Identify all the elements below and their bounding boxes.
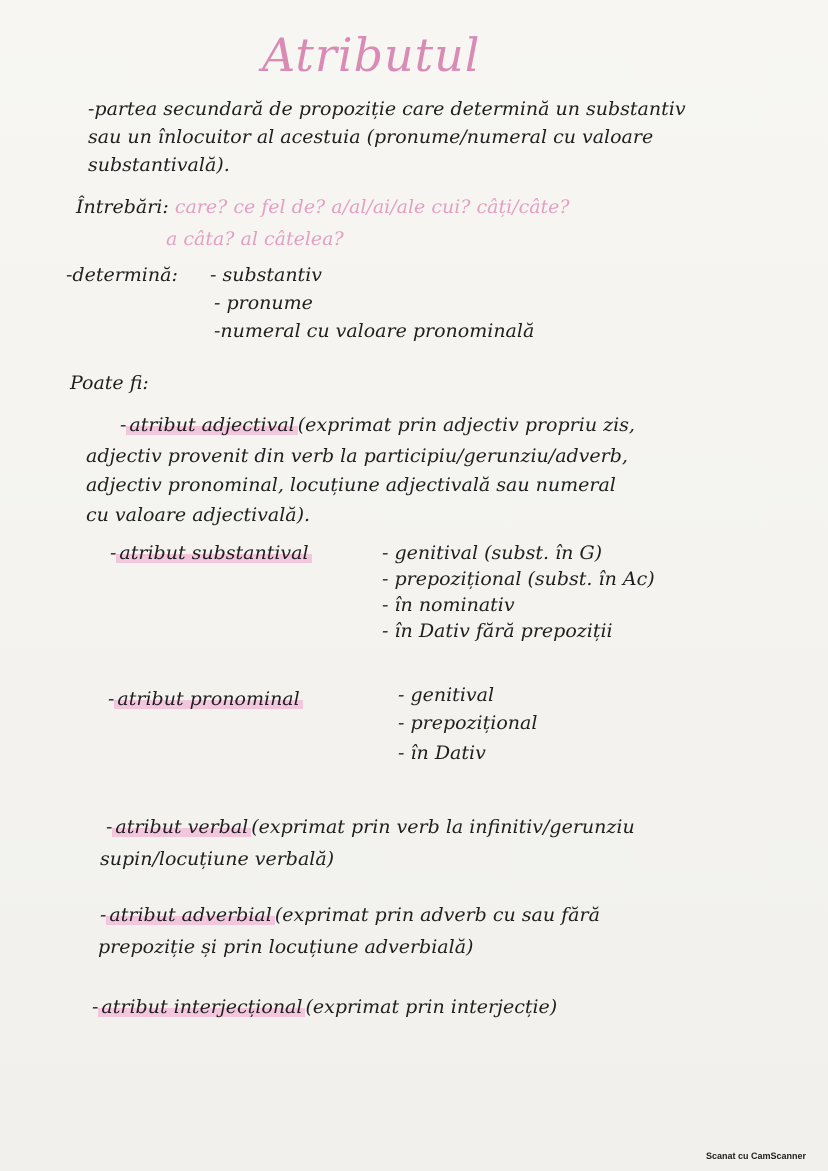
adjectival-line-3: adjectiv pronominal, locuțiune adjectivală sau numeral bbox=[86, 474, 616, 496]
pronominal-sub-1: - genitival bbox=[398, 684, 495, 706]
determines-label: -determină: bbox=[66, 264, 178, 286]
substantival-line: - atribut substantival bbox=[110, 540, 312, 566]
interjectional-rest: (exprimat prin interjecție) bbox=[305, 996, 558, 1018]
adjectival-line-4: cu valoare adjectivală). bbox=[86, 504, 311, 526]
verbal-name: atribut verbal bbox=[112, 816, 251, 838]
adjectival-name: atribut adjectival bbox=[126, 414, 297, 436]
substantival-name: atribut substantival bbox=[116, 542, 311, 564]
substantival-sub-3: - în nominativ bbox=[382, 594, 515, 616]
intro-line-2: sau un înlocuitor al acestuia (pronume/numeral cu valoare bbox=[88, 126, 654, 148]
pronominal-name: atribut pronominal bbox=[114, 688, 302, 710]
verbal-line-2: supin/locuțiune verbală) bbox=[100, 848, 335, 870]
questions-text-2: a câta? al câtelea? bbox=[166, 228, 344, 250]
adjectival-line-2: adjectiv provenit din verb la participiu/gerunziu/adverb, bbox=[86, 445, 628, 467]
substantival-sub-4: - în Dativ fără prepoziții bbox=[382, 620, 613, 642]
adverbial-name: atribut adverbial bbox=[106, 904, 274, 926]
pronominal-line: - atribut pronominal bbox=[108, 686, 303, 712]
interjectional-line: - atribut interjecțional (exprimat prin interjecție) bbox=[92, 996, 558, 1018]
adverbial-rest: (exprimat prin adverb cu sau fără bbox=[274, 904, 600, 926]
scanner-watermark: Scanat cu CamScanner bbox=[705, 1151, 806, 1161]
adverbial-line-2: prepoziție și prin locuțiune adverbială) bbox=[98, 936, 474, 958]
questions-row-1 bbox=[76, 194, 570, 220]
adverbial-line-1: - atribut adverbial (exprimat prin adverb cu sau fără bbox=[100, 904, 600, 926]
substantival-sub-1: - genitival (subst. în G) bbox=[382, 542, 603, 564]
verbal-rest: (exprimat prin verb la infinitiv/gerunziu bbox=[251, 816, 635, 838]
intro-line-1: -partea secundară de propoziție care determină un substantiv bbox=[88, 98, 686, 120]
substantival-sub-2: - prepozițional (subst. în Ac) bbox=[382, 568, 655, 590]
pronominal-sub-3: - în Dativ bbox=[398, 742, 486, 764]
can-be-heading: Poate fi: bbox=[70, 372, 149, 394]
determines-item-3: -numeral cu valoare pronominală bbox=[214, 320, 535, 342]
interjectional-name: atribut interjecțional bbox=[98, 996, 305, 1018]
intro-line-3: substantivală). bbox=[88, 154, 230, 176]
verbal-line-1: - atribut verbal (exprimat prin verb la infinitiv/gerunziu bbox=[106, 816, 635, 838]
determines-item-2: - pronume bbox=[214, 292, 313, 314]
determines-item-1: - substantiv bbox=[210, 264, 323, 286]
questions-label: Întrebări: bbox=[76, 196, 169, 218]
page-title: Atributul bbox=[262, 28, 481, 82]
pronominal-sub-2: - prepozițional bbox=[398, 712, 538, 734]
adjectival-line-1: - atribut adjectival (exprimat prin adjectiv propriu zis, bbox=[120, 414, 635, 436]
adjectival-rest: (exprimat prin adjectiv propriu zis, bbox=[297, 414, 635, 436]
questions-text-1: care? ce fel de? a/al/ai/ale cui? câți/câte? bbox=[174, 196, 570, 218]
